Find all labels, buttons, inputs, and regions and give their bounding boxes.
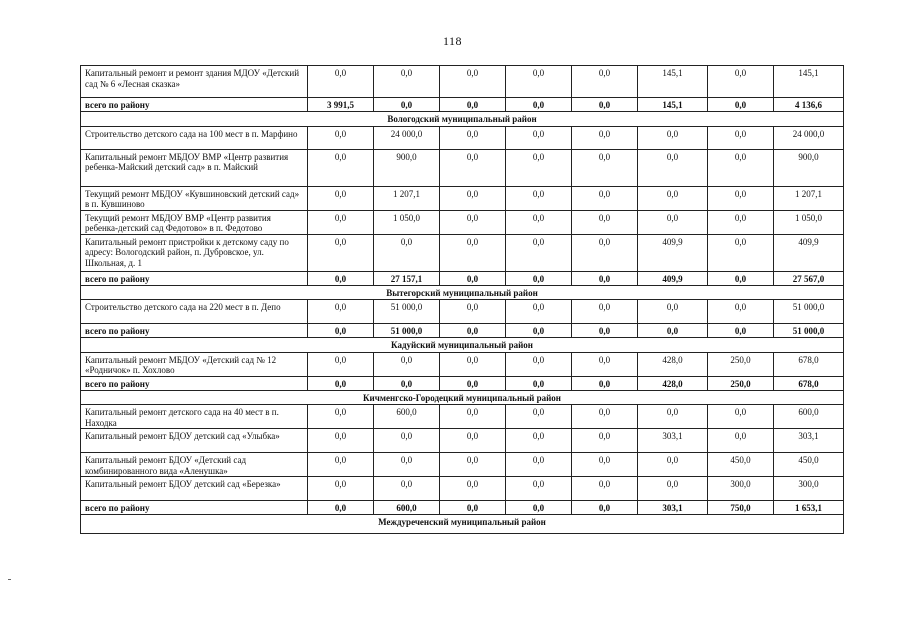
district-total-row bbox=[81, 376, 844, 390]
value-cell: 0,0 bbox=[440, 324, 506, 338]
object-name: Строительство детского сада на 100 мест в п. Марфино bbox=[81, 126, 308, 149]
value-cell: 0,0 bbox=[708, 429, 774, 453]
value-cell: 678,0 bbox=[774, 352, 844, 376]
value-cell: 145,1 bbox=[638, 98, 708, 112]
value-cell: 250,0 bbox=[708, 376, 774, 390]
region-header-row bbox=[81, 112, 844, 127]
table-row bbox=[81, 210, 844, 234]
value-cell: 303,1 bbox=[638, 429, 708, 453]
district-total-row bbox=[81, 271, 844, 285]
total-label: всего по району bbox=[81, 98, 308, 112]
value-cell: 0,0 bbox=[440, 66, 506, 98]
value-cell: 600,0 bbox=[374, 405, 440, 429]
value-cell: 0,0 bbox=[440, 300, 506, 324]
table-row bbox=[81, 66, 844, 98]
value-cell: 1 207,1 bbox=[774, 186, 844, 210]
value-cell: 428,0 bbox=[638, 376, 708, 390]
total-label: всего по району bbox=[81, 324, 308, 338]
value-cell: 0,0 bbox=[374, 352, 440, 376]
value-cell: 27 567,0 bbox=[774, 271, 844, 285]
value-cell: 4 136,6 bbox=[774, 98, 844, 112]
region-header-row bbox=[81, 390, 844, 405]
region-name: Кадуйский муниципальный район bbox=[81, 338, 844, 353]
value-cell: 0,0 bbox=[708, 324, 774, 338]
table-row bbox=[81, 352, 844, 376]
value-cell: 27 157,1 bbox=[374, 271, 440, 285]
value-cell: 900,0 bbox=[774, 149, 844, 186]
value-cell: 0,0 bbox=[374, 429, 440, 453]
value-cell: 0,0 bbox=[708, 234, 774, 271]
table-row bbox=[81, 126, 844, 149]
value-cell: 1 207,1 bbox=[374, 186, 440, 210]
value-cell: 51 000,0 bbox=[374, 324, 440, 338]
table-row bbox=[81, 477, 844, 501]
value-cell: 0,0 bbox=[572, 234, 638, 271]
object-name: Капитальный ремонт БДОУ детский сад «Улыбка» bbox=[81, 429, 308, 453]
value-cell: 0,0 bbox=[308, 477, 374, 501]
value-cell: 450,0 bbox=[774, 453, 844, 477]
value-cell: 0,0 bbox=[374, 376, 440, 390]
value-cell: 0,0 bbox=[572, 453, 638, 477]
value-cell: 145,1 bbox=[774, 66, 844, 98]
value-cell: 24 000,0 bbox=[774, 126, 844, 149]
region-header-row bbox=[81, 515, 844, 534]
value-cell: 450,0 bbox=[708, 453, 774, 477]
value-cell: 0,0 bbox=[440, 126, 506, 149]
value-cell: 900,0 bbox=[374, 149, 440, 186]
value-cell: 0,0 bbox=[638, 405, 708, 429]
object-name: Капитальный ремонт БДОУ «Детский сад комбинированного вида «Аленушка» bbox=[81, 453, 308, 477]
value-cell: 0,0 bbox=[308, 352, 374, 376]
table-row bbox=[81, 234, 844, 271]
district-total-row bbox=[81, 501, 844, 515]
value-cell: 0,0 bbox=[308, 66, 374, 98]
table-row bbox=[81, 149, 844, 186]
value-cell: 1 050,0 bbox=[774, 210, 844, 234]
value-cell: 0,0 bbox=[374, 453, 440, 477]
value-cell: 0,0 bbox=[638, 300, 708, 324]
value-cell: 0,0 bbox=[440, 376, 506, 390]
object-name: Капитальный ремонт пристройки к детскому саду по адресу: Вологодский район, п. Дубровское, ул. Школьная, д. 1 bbox=[81, 234, 308, 271]
value-cell: 0,0 bbox=[506, 98, 572, 112]
value-cell: 0,0 bbox=[308, 186, 374, 210]
value-cell: 0,0 bbox=[308, 234, 374, 271]
value-cell: 0,0 bbox=[506, 376, 572, 390]
value-cell: 0,0 bbox=[572, 501, 638, 515]
value-cell: 0,0 bbox=[638, 210, 708, 234]
value-cell: 51 000,0 bbox=[774, 324, 844, 338]
value-cell: 0,0 bbox=[572, 376, 638, 390]
value-cell: 0,0 bbox=[374, 66, 440, 98]
value-cell: 51 000,0 bbox=[374, 300, 440, 324]
object-name: Строительство детского сада на 220 мест в п. Депо bbox=[81, 300, 308, 324]
value-cell: 0,0 bbox=[308, 453, 374, 477]
value-cell: 0,0 bbox=[440, 453, 506, 477]
table-body bbox=[81, 66, 844, 534]
value-cell: 409,9 bbox=[774, 234, 844, 271]
value-cell: 0,0 bbox=[506, 352, 572, 376]
region-name: Междуреченский муниципальный район bbox=[81, 515, 844, 534]
value-cell: 0,0 bbox=[308, 300, 374, 324]
value-cell: 428,0 bbox=[638, 352, 708, 376]
object-name: Капитальный ремонт МБДОУ ВМР «Центр развития ребенка-Майский детский сад» в п. Майский bbox=[81, 149, 308, 186]
value-cell: 0,0 bbox=[506, 271, 572, 285]
value-cell: 0,0 bbox=[506, 234, 572, 271]
value-cell: 0,0 bbox=[374, 98, 440, 112]
value-cell: 0,0 bbox=[572, 149, 638, 186]
value-cell: 300,0 bbox=[774, 477, 844, 501]
value-cell: 0,0 bbox=[708, 66, 774, 98]
value-cell: 250,0 bbox=[708, 352, 774, 376]
value-cell: 1 653,1 bbox=[774, 501, 844, 515]
value-cell: 0,0 bbox=[308, 324, 374, 338]
district-total-row bbox=[81, 98, 844, 112]
total-label: всего по району bbox=[81, 376, 308, 390]
value-cell: 0,0 bbox=[638, 126, 708, 149]
value-cell: 0,0 bbox=[708, 126, 774, 149]
region-header-row bbox=[81, 338, 844, 353]
value-cell: 0,0 bbox=[440, 234, 506, 271]
value-cell: 0,0 bbox=[308, 376, 374, 390]
value-cell: 0,0 bbox=[572, 271, 638, 285]
value-cell: 0,0 bbox=[572, 210, 638, 234]
value-cell: 0,0 bbox=[506, 210, 572, 234]
value-cell: 0,0 bbox=[708, 149, 774, 186]
district-total-row bbox=[81, 324, 844, 338]
value-cell: 0,0 bbox=[374, 477, 440, 501]
region-header-row bbox=[81, 285, 844, 300]
budget-table bbox=[80, 65, 844, 534]
total-label: всего по району bbox=[81, 271, 308, 285]
region-name: Вытегорский муниципальный район bbox=[81, 285, 844, 300]
object-name: Капитальный ремонт и ремонт здания МДОУ «Детский сад № 6 «Лесная сказка» bbox=[81, 66, 308, 98]
table-row bbox=[81, 300, 844, 324]
value-cell: 0,0 bbox=[572, 126, 638, 149]
value-cell: 409,9 bbox=[638, 271, 708, 285]
value-cell: 0,0 bbox=[572, 186, 638, 210]
value-cell: 0,0 bbox=[638, 453, 708, 477]
value-cell: 0,0 bbox=[708, 300, 774, 324]
value-cell: 0,0 bbox=[506, 66, 572, 98]
value-cell: 0,0 bbox=[440, 210, 506, 234]
page-number: 118 bbox=[442, 34, 463, 48]
value-cell: 0,0 bbox=[374, 234, 440, 271]
object-name: Капитальный ремонт МБДОУ «Детский сад № 12 «Родничок» п. Хохлово bbox=[81, 352, 308, 376]
table-row bbox=[81, 186, 844, 210]
value-cell: 0,0 bbox=[308, 405, 374, 429]
table-row bbox=[81, 429, 844, 453]
value-cell: 0,0 bbox=[708, 210, 774, 234]
value-cell: 0,0 bbox=[440, 352, 506, 376]
value-cell: 0,0 bbox=[506, 477, 572, 501]
value-cell: 0,0 bbox=[506, 405, 572, 429]
object-name: Текущий ремонт МБДОУ ВМР «Центр развития ребенка-детский сад Федотово» в п. Федотово bbox=[81, 210, 308, 234]
value-cell: 0,0 bbox=[572, 405, 638, 429]
scan-mark bbox=[8, 579, 11, 580]
value-cell: 0,0 bbox=[440, 271, 506, 285]
value-cell: 0,0 bbox=[308, 210, 374, 234]
value-cell: 0,0 bbox=[638, 149, 708, 186]
value-cell: 0,0 bbox=[572, 324, 638, 338]
value-cell: 0,0 bbox=[440, 429, 506, 453]
value-cell: 0,0 bbox=[572, 300, 638, 324]
value-cell: 24 000,0 bbox=[374, 126, 440, 149]
value-cell: 0,0 bbox=[708, 405, 774, 429]
value-cell: 0,0 bbox=[572, 352, 638, 376]
value-cell: 0,0 bbox=[506, 501, 572, 515]
total-label: всего по району bbox=[81, 501, 308, 515]
value-cell: 0,0 bbox=[708, 271, 774, 285]
value-cell: 0,0 bbox=[440, 149, 506, 186]
value-cell: 0,0 bbox=[572, 98, 638, 112]
value-cell: 0,0 bbox=[638, 186, 708, 210]
value-cell: 0,0 bbox=[308, 429, 374, 453]
value-cell: 0,0 bbox=[308, 149, 374, 186]
value-cell: 0,0 bbox=[308, 271, 374, 285]
value-cell: 0,0 bbox=[506, 126, 572, 149]
value-cell: 0,0 bbox=[572, 429, 638, 453]
table-row bbox=[81, 405, 844, 429]
table-row bbox=[81, 453, 844, 477]
region-name: Вологодский муниципальный район bbox=[81, 112, 844, 127]
value-cell: 300,0 bbox=[708, 477, 774, 501]
value-cell: 0,0 bbox=[440, 405, 506, 429]
value-cell: 0,0 bbox=[638, 477, 708, 501]
object-name: Текущий ремонт МБДОУ «Кувшиновский детский сад» в п. Кувшиново bbox=[81, 186, 308, 210]
value-cell: 0,0 bbox=[440, 501, 506, 515]
value-cell: 303,1 bbox=[638, 501, 708, 515]
value-cell: 600,0 bbox=[374, 501, 440, 515]
value-cell: 0,0 bbox=[440, 98, 506, 112]
value-cell: 0,0 bbox=[708, 186, 774, 210]
value-cell: 0,0 bbox=[638, 324, 708, 338]
value-cell: 0,0 bbox=[572, 66, 638, 98]
value-cell: 0,0 bbox=[440, 186, 506, 210]
object-name: Капитальный ремонт БДОУ детский сад «Березка» bbox=[81, 477, 308, 501]
value-cell: 145,1 bbox=[638, 66, 708, 98]
object-name: Капитальный ремонт детского сада на 40 мест в п. Находка bbox=[81, 405, 308, 429]
value-cell: 0,0 bbox=[708, 98, 774, 112]
value-cell: 51 000,0 bbox=[774, 300, 844, 324]
value-cell: 0,0 bbox=[308, 126, 374, 149]
value-cell: 409,9 bbox=[638, 234, 708, 271]
value-cell: 303,1 bbox=[774, 429, 844, 453]
value-cell: 0,0 bbox=[506, 186, 572, 210]
value-cell: 750,0 bbox=[708, 501, 774, 515]
value-cell: 0,0 bbox=[506, 300, 572, 324]
region-name: Кичменгско-Городецкий муниципальный район bbox=[81, 390, 844, 405]
value-cell: 0,0 bbox=[506, 324, 572, 338]
value-cell: 3 991,5 bbox=[308, 98, 374, 112]
value-cell: 0,0 bbox=[506, 429, 572, 453]
value-cell: 0,0 bbox=[440, 477, 506, 501]
value-cell: 0,0 bbox=[506, 149, 572, 186]
value-cell: 0,0 bbox=[308, 501, 374, 515]
value-cell: 600,0 bbox=[774, 405, 844, 429]
value-cell: 1 050,0 bbox=[374, 210, 440, 234]
value-cell: 0,0 bbox=[572, 477, 638, 501]
value-cell: 0,0 bbox=[506, 453, 572, 477]
value-cell: 678,0 bbox=[774, 376, 844, 390]
